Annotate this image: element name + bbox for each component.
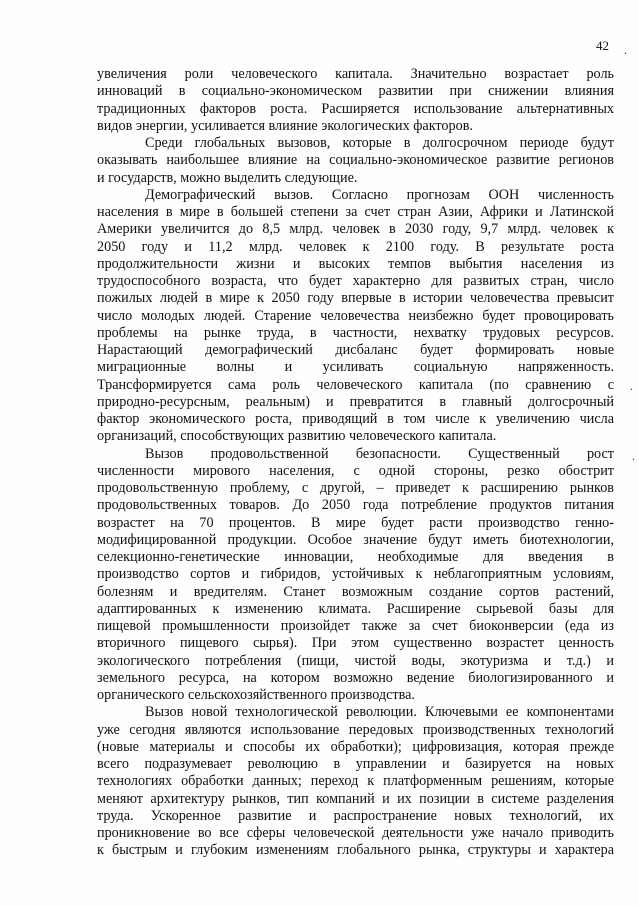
text-line: пищевой промышленности произойдет также за счет биоконверсии (еда из <box>97 618 614 634</box>
text-line: пожилых людей в мире к 2050 году впервые в истории человечества превысит <box>97 290 614 307</box>
text-line: проникновение во все сферы человеческой деятельности уже начало приводить <box>97 825 614 841</box>
text-line: уже сегодня являются использование передовых производственных технологий <box>97 721 614 738</box>
text-line: организаций, способствующих развитию человеческого капитала. <box>97 428 497 445</box>
text-line: проблемы на рынке труда, в частности, нехватку трудовых ресурсов. <box>97 324 614 341</box>
text-line: адаптированных к изменению климата. Расширение сырьевой базы для <box>97 600 614 617</box>
paragraph <box>97 187 614 446</box>
margin-mark: . <box>624 43 627 57</box>
text-line: Вызов новой технологической революции. Ключевыми ее компонентами <box>145 704 614 721</box>
text-line: органического сельскохозяйственного производства. <box>97 687 415 703</box>
text-line: Трансформируется сама роль человеческого капитала (по сравнению с <box>97 376 614 393</box>
text-line: экологического потребления (пищи, чистой воды, экотуризма и т.д.) и <box>97 652 614 669</box>
paragraph <box>97 446 614 705</box>
text-line: Вызов продовольственной безопасности. Существенный рост <box>145 445 614 462</box>
text-line: меняют архитектуру рынков, тип компаний и их позиции в системе разделения <box>97 790 614 807</box>
text-line: болезням и вредителям. Станет возможным создание сортов растений, <box>97 583 614 600</box>
text-line: возрастет на 70 процентов. В мире будет расти производство генно- <box>97 514 614 531</box>
text-line: всего подразумевает революцию в управлении и базируется на новых <box>97 756 614 772</box>
text-line: оказывать наибольшее влияние на социально-экономическое развитие регионов <box>97 152 614 169</box>
text-line: продовольственную проблему, с другой, – приведет к расширению рынков <box>97 480 614 496</box>
text-line: Нарастающий демографический дисбаланс будет формировать новые <box>97 342 614 358</box>
text-line: 2050 году и 11,2 млрд. человек к 2100 году. В результате роста <box>97 238 614 255</box>
paragraph <box>97 704 614 859</box>
text-line: традиционных факторов роста. Расширяется использование альтернативных <box>97 100 614 117</box>
text-line: природно-ресурсным, реальным) и превратится в главный долгосрочный <box>97 393 614 410</box>
text-line: число молодых людей. Старение человечества неизбежно будет провоцировать <box>97 307 614 324</box>
margin-mark: . <box>630 379 633 393</box>
body-text <box>97 66 614 860</box>
text-line: фактор экономического роста, приводящий в том числе к увеличению числа <box>97 411 614 427</box>
text-line: трудоспособного возраста, что будет характерно для развитых стран, число <box>97 273 614 289</box>
text-line: технологиях обработки данных; переход к платформенным решениям, которые <box>97 773 614 790</box>
text-line: к быстрым и глубоким изменениям глобального рынка, структуры и характера <box>97 842 614 859</box>
text-line: Демографический вызов. Согласно прогнозам ООН численность <box>145 186 614 203</box>
text-line: видов энергии, усиливается влияние экологических факторов. <box>97 117 473 134</box>
text-line: Америки увеличится до 8,5 млрд. человек в 2030 году, 9,7 млрд. человек к <box>97 221 614 238</box>
text-line: земельного ресурса, на котором возможно ведение биологизированного и <box>97 669 614 686</box>
text-line: производство сортов и гибридов, устойчивых к неблагоприятным условиям, <box>97 566 614 583</box>
paragraph <box>97 66 614 135</box>
text-line: (новые материалы и способы их обработки); цифровизация, которая прежде <box>97 738 614 755</box>
text-line: и государств, можно выделить следующие. <box>97 169 358 186</box>
text-line: инноваций в социально-экономическом развитии при снижении влияния <box>97 83 614 100</box>
text-line: увеличения роли человеческого капитала. Значительно возрастает роль <box>97 66 614 82</box>
text-line: труда. Ускоренное развитие и распространение новых технологий, их <box>97 807 614 824</box>
text-line: населения в мире в большей степени за счет стран Азии, Африки и Латинской <box>97 204 614 220</box>
text-line: модифицированной продукции. Особое значение будут иметь биотехнологии, <box>97 531 614 548</box>
text-line: вторичного пищевого сырья). При этом существенно возрастет ценность <box>97 635 614 652</box>
margin-mark: . <box>632 449 635 463</box>
text-line: продолжительности жизни и высоких темпов выбытия населения из <box>97 255 614 272</box>
text-line: продовольственных товаров. До 2050 года потребление продуктов питания <box>97 497 614 514</box>
text-line: Среди глобальных вызовов, которые в долгосрочном периоде будут <box>145 135 614 151</box>
text-line: селекционно-генетические инновации, необходимые для введения в <box>97 549 614 565</box>
page-number: 42 <box>596 38 609 53</box>
text-line: численности мирового населения, с одной стороны, резко обострит <box>97 462 614 479</box>
text-line: миграционные волны и усиливать социальную напряженность. <box>97 359 614 376</box>
paragraph <box>97 135 614 187</box>
